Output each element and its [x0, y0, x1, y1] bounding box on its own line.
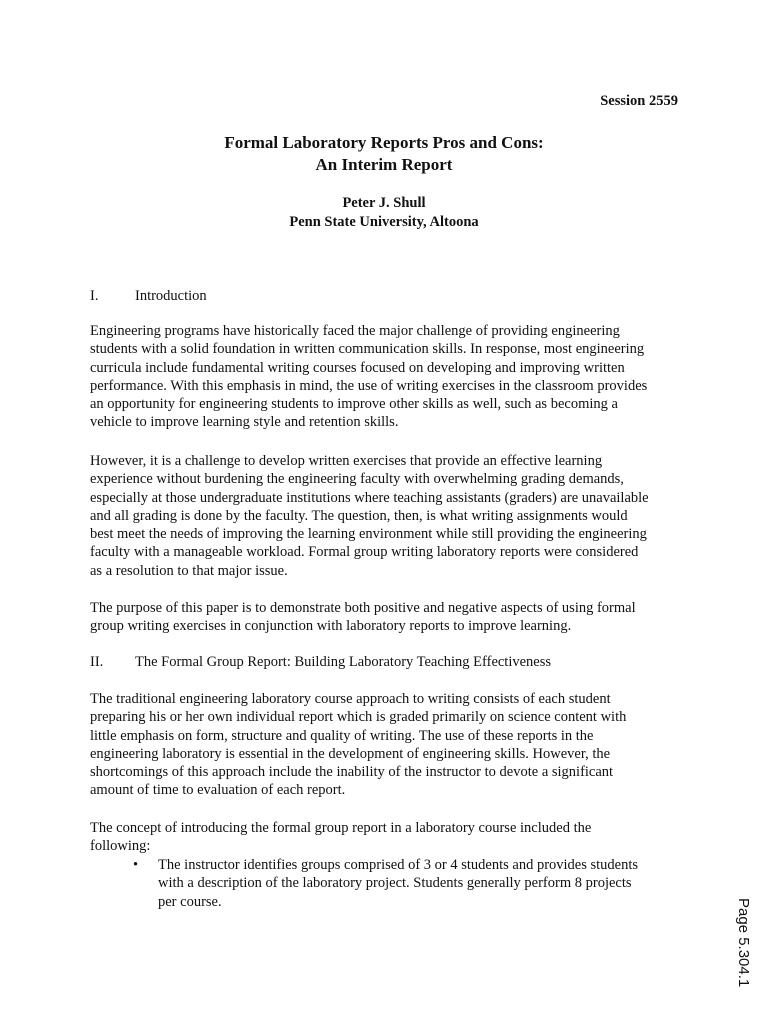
title-line-2: An Interim Report — [315, 155, 453, 174]
text-line: students with a solid foundation in written communication skills. In response, most engineering — [90, 341, 645, 358]
section-heading-introduction — [90, 287, 207, 305]
text-line: as a resolution to that major issue. — [90, 562, 288, 579]
text-line: following: — [90, 838, 151, 855]
text-line: vehicle to improve learning style and retention skills. — [90, 414, 399, 431]
text-line: Engineering programs have historically faced the major challenge of providing engineering — [90, 323, 620, 339]
text-line: an opportunity for engineering students to improve other skills as well, such as becoming a — [90, 396, 618, 413]
page-number: Page 5.304.1 — [735, 898, 752, 988]
text-line: The purpose of this paper is to demonstrate both positive and negative aspects of using formal — [90, 600, 636, 616]
text-line: performance. With this emphasis in mind, the use of writing exercises in the classroom provides — [90, 377, 648, 394]
paragraph-introduction-3 — [90, 599, 690, 636]
text-line: with a description of the laboratory project. Students generally perform 8 projects — [158, 875, 632, 892]
title-line-1: Formal Laboratory Reports Pros and Cons: — [224, 133, 544, 152]
author-block — [0, 194, 768, 232]
section-heading-formal-group-report — [90, 653, 551, 671]
text-line: and all grading is done by the faculty. The question, then, is what writing assignments would — [90, 507, 628, 524]
bullet-marker: • — [133, 857, 139, 873]
session-number: Session 2559 — [600, 93, 678, 109]
text-line: per course. — [158, 893, 222, 910]
paragraph-introduction-2 — [90, 452, 690, 580]
text-line: especially at those undergraduate institutions where teaching assistants (graders) are unavailable — [90, 489, 649, 506]
text-line: experience without burdening the engineering faculty with overwhelming grading demands, — [90, 471, 624, 488]
paragraph-formal-report-2 — [90, 819, 690, 856]
text-line: faculty with a manageable workload. Formal group writing laboratory reports were considered — [90, 544, 639, 561]
text-line: The instructor identifies groups comprised of 3 or 4 students and provides students — [158, 857, 639, 873]
section-number: I. — [90, 288, 99, 304]
text-line: However, it is a challenge to develop written exercises that provide an effective learning — [90, 453, 603, 469]
text-line: shortcomings of this approach include the inability of the instructor to devote a significant — [90, 764, 614, 781]
text-line: curricula include fundamental writing courses focused on developing and improving written — [90, 359, 625, 376]
text-line: The traditional engineering laboratory course approach to writing consists of each student — [90, 691, 611, 707]
text-line: engineering laboratory is essential in the development of engineering skills. However, the — [90, 745, 611, 762]
text-line: amount of time to evaluation of each report. — [90, 782, 346, 799]
section-title: Introduction — [135, 288, 207, 304]
author-affiliation: Penn State University, Altoona — [289, 214, 479, 230]
paragraph-introduction-1 — [90, 322, 690, 432]
text-line: The concept of introducing the formal group report in a laboratory course included the — [90, 820, 592, 836]
list-item — [133, 856, 638, 911]
bullet-list — [133, 856, 638, 911]
section-title: The Formal Group Report: Building Laboratory Teaching Effectiveness — [135, 654, 552, 670]
text-line: little emphasis on form, structure and quality of writing. The use of these reports in the — [90, 727, 594, 744]
text-line: group writing exercises in conjunction with laboratory reports to improve learning. — [90, 618, 572, 635]
text-line: preparing his or her own individual report which is graded primarily on science content with — [90, 709, 627, 726]
author-name: Peter J. Shull — [342, 195, 426, 211]
text-line: best meet the needs of improving the learning environment while still providing the engineering — [90, 526, 647, 543]
paper-title — [0, 132, 768, 176]
section-number: II. — [90, 654, 104, 670]
paragraph-formal-report-1 — [90, 690, 690, 800]
